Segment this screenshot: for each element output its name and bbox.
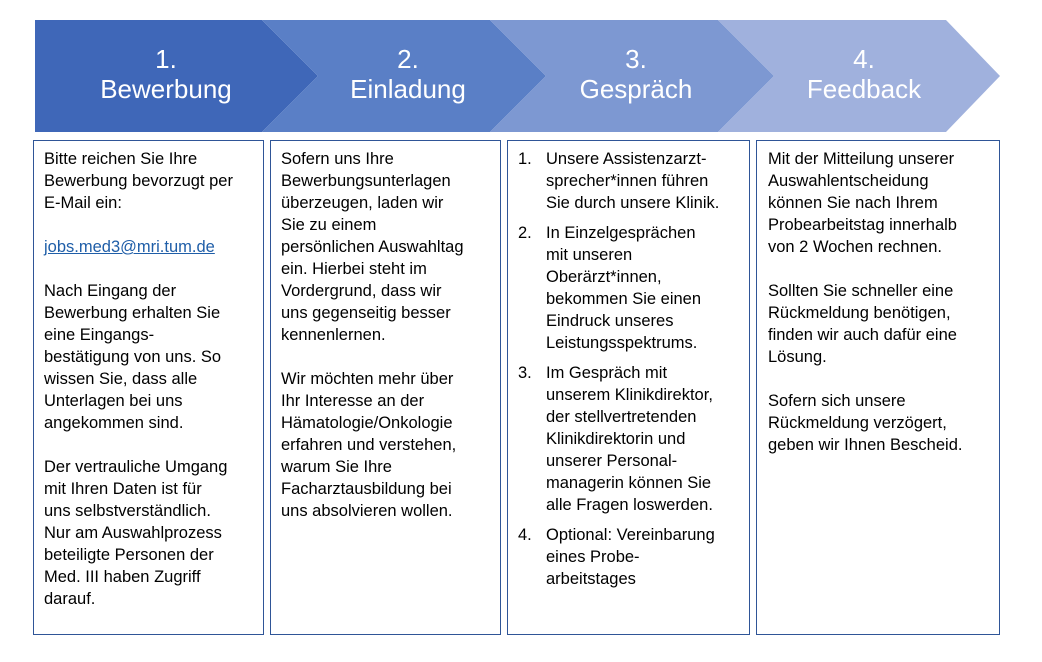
text-line: Probearbeitstag innerhalb: [768, 216, 957, 234]
box-feedback: [756, 140, 1000, 635]
text-line: unserer Personal-: [546, 452, 678, 470]
text-line: Vordergrund, dass wir: [281, 282, 442, 300]
text-line: Optional: Vereinbarung: [546, 526, 715, 544]
text-line: können Sie nach Ihrem: [768, 194, 938, 212]
text-line: uns absolvieren wollen.: [281, 502, 453, 520]
text-line: Unsere Assistenzarzt-: [546, 150, 707, 168]
step-2-label: [290, 44, 526, 106]
text-line: Auswahlentscheidung: [768, 172, 929, 190]
list-item-number: 1.: [518, 150, 532, 168]
box1-intro-line: Bitte reichen Sie Ihre: [44, 150, 198, 168]
text-line: eine Eingangs-: [44, 326, 155, 344]
text-line: Rückmeldung benötigen,: [768, 304, 951, 322]
text-line: Med. III haben Zugriff: [44, 568, 201, 586]
list-item: [518, 524, 739, 590]
text-line: Oberärzt*innen,: [546, 268, 662, 286]
step-3-number: 3.: [625, 44, 647, 74]
email-link[interactable]: jobs.med3@mri.tum.de: [44, 238, 215, 256]
text-line: ein. Hierbei steht im: [281, 260, 427, 278]
list-item-number: 2.: [518, 224, 532, 242]
step-2-title: Einladung: [350, 74, 466, 104]
box1-intro-line: Bewerbung bevorzugt per: [44, 172, 233, 190]
text-line: uns gegenseitig besser: [281, 304, 451, 322]
step-3-label: [518, 44, 754, 106]
text-line: Bewerbungsunterlagen: [281, 172, 451, 190]
box-bewerbung: [33, 140, 264, 635]
text-line: Mit der Mitteilung unserer: [768, 150, 955, 168]
step-1-number: 1.: [155, 44, 177, 74]
text-line: bestätigung von uns. So: [44, 348, 222, 366]
step-4-label: [746, 44, 982, 106]
list-item: [518, 362, 739, 516]
box2-para2: [281, 368, 490, 522]
text-line: persönlichen Auswahltag: [281, 238, 464, 256]
text-line: wissen Sie, dass alle: [44, 370, 198, 388]
text-line: In Einzelgesprächen: [546, 224, 696, 242]
text-line: Ihr Interesse an der: [281, 392, 425, 410]
step-2-number: 2.: [397, 44, 419, 74]
text-line: Nur am Auswahlprozess: [44, 524, 222, 542]
step-4-number: 4.: [853, 44, 875, 74]
box4-para1: [768, 148, 988, 258]
text-line: arbeitstages: [546, 570, 636, 588]
text-line: Leistungsspektrums.: [546, 334, 698, 352]
text-line: beteiligte Personen der: [44, 546, 214, 564]
text-line: Bewerbung erhalten Sie: [44, 304, 221, 322]
text-line: managerin können Sie: [546, 474, 712, 492]
text-line: mit Ihren Daten ist für: [44, 480, 202, 498]
text-line: eines Probe-: [546, 548, 640, 566]
text-line: überzeugen, laden wir: [281, 194, 444, 212]
text-line: Eindruck unseres: [546, 312, 674, 330]
box4-para2: [768, 280, 988, 368]
text-line: Unterlagen bei uns: [44, 392, 183, 410]
text-line: von 2 Wochen rechnen.: [768, 238, 942, 256]
text-line: Rückmeldung verzögert,: [768, 414, 947, 432]
text-line: geben wir Ihnen Bescheid.: [768, 436, 963, 454]
box1-para3: [44, 456, 253, 610]
list-item-number: 3.: [518, 364, 532, 382]
text-line: Klinikdirektorin und: [546, 430, 686, 448]
text-line: mit unseren: [546, 246, 633, 264]
text-line: kennenlernen.: [281, 326, 386, 344]
text-line: unserem Klinikdirektor,: [546, 386, 713, 404]
text-line: Sofern sich unsere: [768, 392, 906, 410]
box1-para2: [44, 280, 253, 434]
step-1-title: Bewerbung: [100, 74, 232, 104]
box1-intro: [44, 148, 253, 214]
text-line: der stellvertretenden: [546, 408, 697, 426]
list-item: [518, 222, 739, 354]
list-item-number: 4.: [518, 526, 532, 544]
text-line: Sofern uns Ihre: [281, 150, 394, 168]
text-line: Sie zu einem: [281, 216, 377, 234]
text-line: Nach Eingang der: [44, 282, 177, 300]
text-line: alle Fragen loswerden.: [546, 496, 713, 514]
box4-para3: [768, 390, 988, 456]
box-gespraech: [507, 140, 750, 635]
text-line: warum Sie Ihre: [281, 458, 392, 476]
text-line: sprecher*innen führen: [546, 172, 709, 190]
text-line: uns selbstverständlich.: [44, 502, 211, 520]
text-line: Wir möchten mehr über: [281, 370, 454, 388]
list-item: [518, 148, 739, 214]
text-line: Sollten Sie schneller eine: [768, 282, 954, 300]
step-4-title: Feedback: [806, 74, 922, 104]
text-line: bekommen Sie einen: [546, 290, 702, 308]
step-3-title: Gespräch: [579, 74, 693, 104]
step-1-label: [35, 44, 297, 106]
gespraech-list: [518, 148, 739, 590]
box1-intro-line: E-Mail ein:: [44, 194, 122, 212]
text-line: Im Gespräch mit: [546, 364, 668, 382]
text-line: darauf.: [44, 590, 96, 608]
box2-para1: [281, 148, 490, 346]
text-line: Der vertrauliche Umgang: [44, 458, 228, 476]
text-line: Facharztausbildung bei: [281, 480, 452, 498]
text-line: erfahren und verstehen,: [281, 436, 457, 454]
text-line: finden wir auch dafür eine: [768, 326, 957, 344]
text-line: Hämatologie/Onkologie: [281, 414, 453, 432]
text-line: angekommen sind.: [44, 414, 184, 432]
text-line: Lösung.: [768, 348, 827, 366]
text-line: Sie durch unsere Klinik.: [546, 194, 720, 212]
box-einladung: [270, 140, 501, 635]
